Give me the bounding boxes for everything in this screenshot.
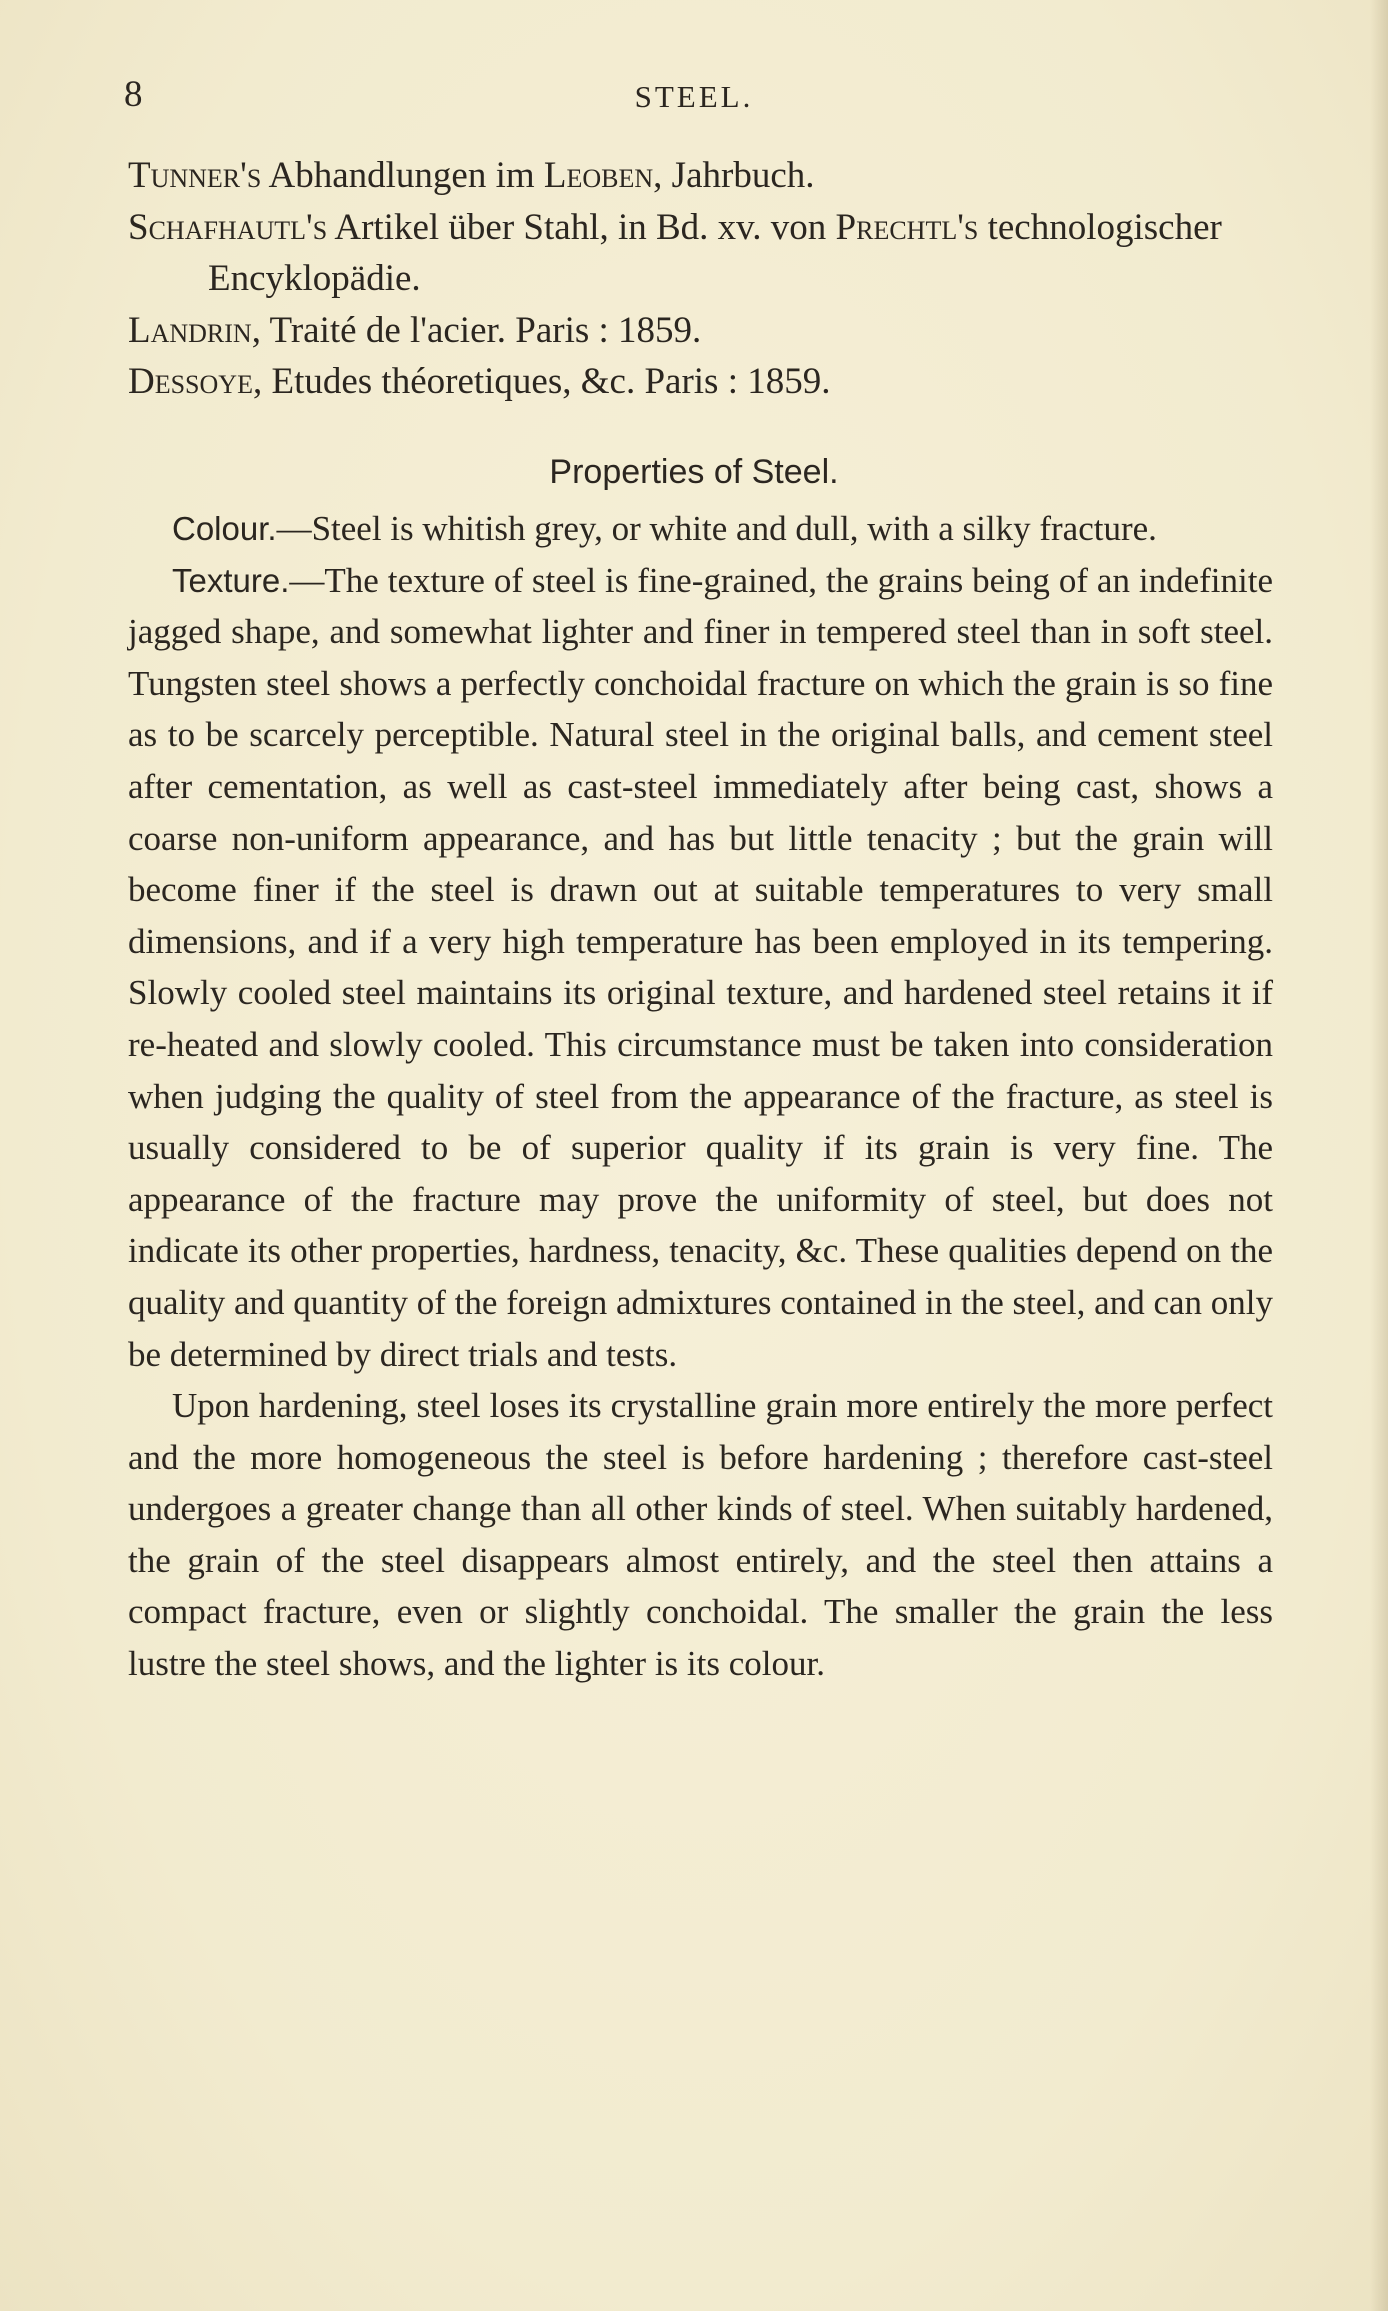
page-edge-shadow [1370,0,1388,2311]
section-heading: Properties of Steel. [549,453,839,491]
paragraph-texture [128,555,1273,1381]
body-text [128,503,1273,1690]
reference-rest: , Jahrbuch. [653,155,815,196]
reference-author: Schafhautl's [128,206,328,248]
reference-entry [128,305,1273,357]
run-in-heading: Colour. [172,510,277,547]
reference-text: Abhandlungen im [261,155,544,196]
reference-author: Landrin [128,309,252,351]
reference-place: Prechtl's [835,206,979,248]
reference-place: Leoben [543,155,654,196]
paragraph-text: Upon hardening, steel loses its crystalline grain more entirely the more perfect and the more homogeneous the steel is before hardening ; therefore cast-steel undergoes a greater change than all other kinds of steel. When suitably hardened, the grain of the steel disappears almost entirely, and the steel then attains a compact fracture, even or slightly conchoidal. The smaller the grain the less lustre the steel shows, and the lighter is its colour. [128,1386,1273,1684]
reference-entry [128,202,1273,305]
reference-entry [128,356,1273,408]
bibliography-list [128,150,1273,408]
paragraph-colour [128,503,1273,555]
reference-text: Artikel über Stahl, in Bd. xv. von [327,206,836,248]
reference-author: Tunner's [128,155,262,196]
running-title: STEEL. [634,79,754,114]
reference-text: , Traité de l'acier. Paris : 1859. [251,309,702,351]
reference-text: , Etudes théoretiques, &c. Paris : 1859. [252,361,831,402]
reference-entry [128,150,1273,202]
page-number: 8 [124,74,143,115]
reference-author: Dessoye [128,361,253,402]
paragraph-hardening [128,1380,1273,1690]
running-head [0,70,1388,120]
paragraph-text: —The texture of steel is fine-grained, the grains being of an indefinite jagged shape, and somewhat lighter and finer in tempered steel than in soft steel. Tungsten steel shows a perfectly conchoidal fracture on which the grain is so fine as to be scarcely perceptible. Natural steel in the original balls, and cement steel after cementation, as well as cast-steel immediately after being cast, shows a coarse non-uniform appearance, and has but little tenacity ; but the grain will become finer if the steel is drawn out at suitable temperatures to very small dimensions, and if a very high temperature has been employed in its tempering. Slowly cooled steel maintains its original texture, and hardened steel retains it if re-heated and slowly cooled. This circumstance must be taken into consideration when judging the quality of steel from the appearance of the fracture, as steel is usually considered to be of superior quality if its grain is very fine. The appearance of the fracture may prove the uniformity of steel, but does not indicate its other properties, hardness, tenacity, &c. These qualities depend on the quality and quantity of the foreign admixtures contained in the steel, and can only be determined by direct trials and tests. [128,560,1273,1374]
reference-rest: technologischer Encyklopädie. [208,206,1222,299]
run-in-heading: Texture. [172,561,290,599]
paragraph-text: —Steel is whitish grey, or white and dull, with a silky fracture. [276,509,1157,548]
